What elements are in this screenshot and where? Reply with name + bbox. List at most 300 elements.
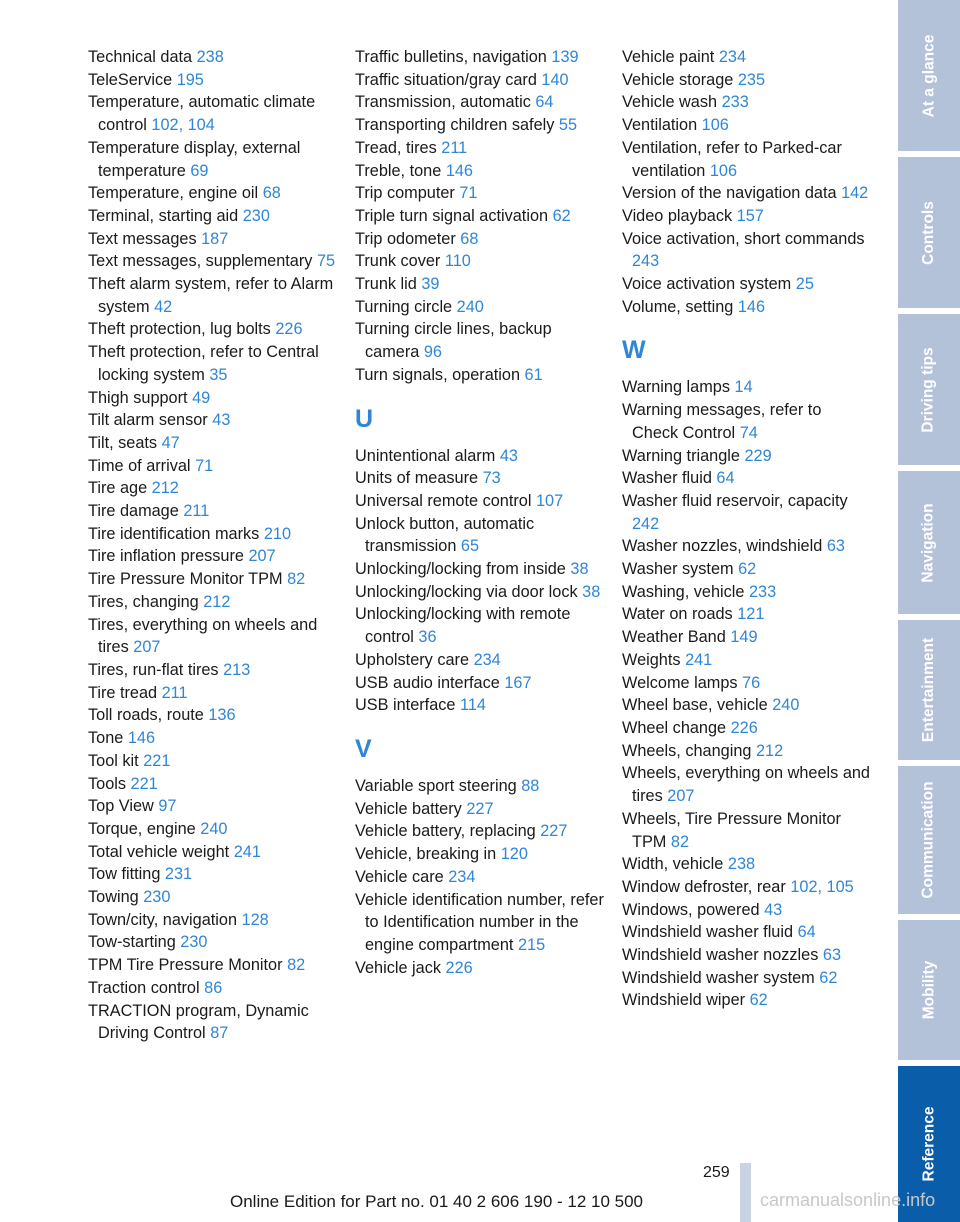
entry-term: Town/city, navigation [88,910,238,929]
page-link[interactable]: 68 [262,184,281,203]
index-entry [355,137,605,160]
index-entry [355,558,605,581]
page-link[interactable]: 226 [730,718,758,737]
entry-term: Windshield washer system [622,968,815,987]
index-entry [88,863,338,886]
page-link[interactable]: 210 [263,524,292,543]
sidebar-tab-label: Reference [920,1106,937,1182]
page-link[interactable]: 62 [552,206,571,225]
page-link[interactable]: 61 [524,365,543,384]
index-entry [622,967,872,990]
index-entry [622,376,872,399]
page-link[interactable]: 212 [755,741,784,760]
page-link[interactable]: 65 [460,537,480,556]
entry-term: Transmission, automatic [355,93,531,112]
index-entry [622,46,872,69]
index-entry [88,387,338,410]
entry-term: Trunk cover [355,252,441,271]
page-link[interactable]: 230 [242,206,270,225]
page-link[interactable]: 55 [558,116,578,135]
page-link[interactable]: 43 [764,900,783,919]
entry-term: Ventilation, refer to Parked-car ventilation [622,138,842,180]
entry-term: Windshield washer fluid [622,923,794,942]
entry-term: Vehicle identification number, refer to Identification number in the engine compartment [355,890,604,954]
entry-term: Tools [88,774,127,793]
index-entry [88,91,338,136]
index-entry [355,250,605,273]
entry-term: Washer fluid reservoir, capacity [622,491,848,510]
chapter-sidebar [898,0,960,1222]
page-link[interactable]: 110 [444,252,471,271]
index-entry [355,182,605,205]
entry-term: Technical data [88,48,193,66]
entry-term: Tilt, seats [88,433,158,452]
index-entry [355,273,605,296]
index-entry [88,545,338,568]
sidebar-tab-navigation[interactable] [898,471,960,614]
section-letter: W [622,336,646,365]
page-link[interactable]: 212 [203,592,231,611]
index-entry [622,694,872,717]
entry-term: Upholstery care [355,650,470,669]
entry-term: Weather Band [622,628,726,647]
page-link[interactable]: 64 [797,923,816,942]
entry-term: Towing [88,888,139,907]
entry-term: Vehicle care [355,867,444,886]
index-entry [88,523,338,546]
page-link[interactable]: 230 [143,888,171,907]
page-link[interactable]: 76 [742,673,761,692]
index-entry [88,886,338,909]
page-link[interactable]: 207 [248,547,276,566]
index-entry [622,672,872,695]
page-link[interactable]: 211 [441,138,468,157]
page-link[interactable]: 234 [448,867,476,886]
entry-term: Tire inflation pressure [88,547,244,566]
entry-term: Torque, engine [88,819,196,838]
page-link[interactable]: 238 [727,855,756,874]
entry-term: Text messages, supplementary [88,252,313,271]
entry-term: Vehicle wash [622,93,718,112]
page-link[interactable]: 241 [685,650,713,669]
entry-term: Voice activation, short commands [622,229,865,248]
page-link[interactable]: 215 [517,935,546,954]
page-link[interactable]: 207 [667,787,695,806]
entry-term: Theft protection, refer to Central locking system [88,343,319,384]
entry-term: Warning lamps [622,378,730,397]
page-link[interactable]: 233 [749,582,777,601]
index-entry [88,931,338,954]
entry-term: Tires, everything on wheels and tires [88,615,318,657]
page-link[interactable]: 106 [701,116,729,135]
entry-term: Universal remote control [355,491,532,510]
page-link[interactable]: 187 [201,229,229,248]
page-link[interactable]: 75 [316,252,336,271]
index-entry [622,137,872,182]
index-entry [355,603,605,648]
entry-term: Unlocking/locking with remote control [355,605,571,647]
index-entry [355,296,605,319]
index-entry [622,182,872,205]
index-entry [88,205,338,228]
page-link[interactable]: 146 [445,161,473,180]
index-entry [622,69,872,92]
page-link[interactable]: 243 [632,252,660,271]
page-link[interactable]: 36 [418,628,437,647]
entry-term: Turning circle lines, backup camera [355,320,552,362]
entry-term: Theft protection, lug bolts [88,320,271,339]
index-entry [88,1000,338,1045]
page-link[interactable]: 87 [210,1024,229,1043]
page-link[interactable]: 86 [204,978,223,997]
page-link[interactable]: 235 [737,70,766,89]
index-entry [355,445,605,468]
index-entry [88,341,338,386]
entry-term: TPM Tire Pressure Monitor [88,956,283,975]
index-entry [622,921,872,944]
index-column-2 [355,46,605,979]
page-link[interactable]: 42 [154,297,173,316]
page-link[interactable]: 73 [482,469,501,488]
page-link[interactable]: 64 [716,469,735,488]
page-link[interactable]: 233 [721,93,749,112]
entry-term: Temperature, engine oil [88,184,259,203]
index-entry [355,820,605,843]
index-entry [622,603,872,626]
index-entry [88,250,338,273]
entry-term: Windshield wiper [622,991,746,1010]
page-link[interactable]: 62 [749,991,768,1010]
index-entry [622,467,872,490]
entry-term: Washer system [622,560,734,579]
page-link[interactable]: 149 [730,628,758,647]
index-entry [622,558,872,581]
page-link[interactable]: 227 [466,799,494,818]
index-entry [88,182,338,205]
entry-term: Weights [622,650,681,669]
entry-term: Tire tread [88,683,158,702]
index-column-1 [88,46,338,1045]
entry-term: Washer nozzles, windshield [622,537,823,556]
index-entry [622,445,872,468]
index-entry [622,762,872,807]
page-link[interactable]: 114 [459,696,486,715]
sidebar-tab-entertainment[interactable] [898,620,960,760]
index-entry [355,114,605,137]
index-entry [355,843,605,866]
index-entry [622,853,872,876]
index-entry [88,614,338,659]
sidebar-tab-driving-tips[interactable] [898,314,960,465]
index-entry [88,432,338,455]
sidebar-tab-communication[interactable] [898,766,960,914]
page-number: 259 [703,1164,730,1181]
page-link[interactable]: 38 [570,560,589,579]
sidebar-tab-label: Communication [920,781,937,899]
index-entry [88,704,338,727]
entry-term: Voice activation system [622,275,792,294]
sidebar-tab-controls[interactable] [898,157,960,308]
entry-term: USB interface [355,696,456,715]
sidebar-tab-label: Entertainment [920,637,937,743]
index-entry [622,205,872,228]
entry-term: Wheels, changing [622,741,752,760]
page-link[interactable]: 43 [212,411,231,430]
index-entry [355,160,605,183]
page-link[interactable]: 157 [736,206,764,225]
page-link[interactable]: 226 [445,958,473,977]
index-entry [88,841,338,864]
page-link[interactable]: 97 [158,797,177,816]
index-entry [355,318,605,363]
page-link[interactable]: 146 [127,729,156,748]
page-link[interactable]: 69 [190,161,209,180]
sidebar-tab-label: Navigation [920,502,938,583]
sidebar-tab-at-a-glance[interactable] [898,0,960,151]
entry-term: Traction control [88,978,200,997]
page-link[interactable]: 39 [421,275,440,294]
index-entry [622,535,872,558]
page-link[interactable]: 106 [709,161,738,180]
page-link[interactable]: 229 [744,446,772,465]
index-entry [88,273,338,318]
entry-term: Vehicle battery, replacing [355,822,536,841]
page-link[interactable]: 167 [504,673,532,692]
page-link[interactable]: 68 [460,229,479,248]
page-link[interactable]: 240 [200,819,228,838]
entry-term: Variable sport steering [355,776,517,795]
entry-term: Vehicle jack [355,958,441,977]
sidebar-tab-label: Driving tips [920,346,938,433]
entry-term: Washer fluid [622,469,712,488]
index-entry [88,69,338,92]
entry-term: Width, vehicle [622,855,724,874]
page-link[interactable]: 238 [196,48,224,66]
entry-term: Version of the navigation data [622,184,837,203]
entry-term: Wheels, everything on wheels and tires [622,764,870,806]
page-link[interactable]: 221 [130,774,158,793]
index-entry [355,957,605,980]
entry-term: Vehicle, breaking in [355,845,497,864]
page-link[interactable]: 140 [541,70,569,89]
page-link[interactable]: 96 [423,343,442,362]
page-link[interactable]: 234 [718,48,747,66]
page-link[interactable]: 240 [456,297,484,316]
index-entry [88,659,338,682]
section-letter: U [355,404,374,433]
entry-term: Thigh support [88,388,188,407]
page-link[interactable]: 142 [841,184,869,203]
index-entry [88,455,338,478]
entry-term: Total vehicle weight [88,842,230,861]
page-link[interactable]: 82 [287,570,306,589]
entry-term: Trunk lid [355,275,417,294]
page-link[interactable]: 43 [499,446,518,465]
index-entry [622,717,872,740]
page-link[interactable]: 146 [737,297,766,316]
page-link[interactable]: 49 [192,388,211,407]
page-link[interactable]: 226 [275,320,303,339]
page-link[interactable]: 128 [241,910,269,929]
page-link[interactable]: 71 [459,184,478,203]
page-link[interactable]: 102, 104 [151,116,215,135]
page-link[interactable]: 25 [795,275,814,294]
page-link[interactable]: 82 [287,956,306,975]
entry-term: Time of arrival [88,456,191,475]
index-entry [355,46,605,69]
index-entry [355,91,605,114]
entry-term: Wheels, Tire Pressure Monitor TPM [622,809,841,851]
index-entry [88,477,338,500]
entry-term: Warning triangle [622,446,740,465]
index-entry [88,977,338,1000]
entry-term: Unlocking/locking via door lock [355,582,578,601]
entry-term: Tire age [88,479,148,498]
index-entry [355,798,605,821]
entry-term: Unlock button, automatic transmission [355,514,535,556]
index-entry [88,795,338,818]
page-link[interactable]: 207 [133,638,161,657]
entry-term: Vehicle storage [622,70,734,89]
index-entry [88,500,338,523]
entry-term: Triple turn signal activation [355,206,549,225]
index-entry [622,649,872,672]
page-link[interactable]: 234 [473,650,501,669]
index-entry [622,808,872,853]
entry-term: Tow fitting [88,865,161,884]
page-link[interactable]: 71 [195,456,214,475]
page-link[interactable]: 63 [822,946,842,965]
entry-term: Wheel base, vehicle [622,696,768,715]
entry-term: Water on roads [622,605,733,624]
page-link[interactable]: 38 [582,582,601,601]
entry-term: Temperature display, external temperature [88,138,301,180]
entry-term: Temperature, automatic climate control [88,93,316,135]
index-entry [88,750,338,773]
index-entry [622,581,872,604]
index-entry [355,775,605,798]
index-entry [355,649,605,672]
index-entry [88,682,338,705]
entry-term: Turn signals, operation [355,365,521,384]
index-entry [355,205,605,228]
index-entry [88,818,338,841]
page-link[interactable]: 14 [734,378,753,397]
page-link[interactable]: 213 [223,660,251,679]
entry-term: Tread, tires [355,138,437,157]
entry-term: Video playback [622,206,733,225]
index-entry [622,899,872,922]
page-link[interactable]: 136 [208,706,236,725]
page-link[interactable]: 221 [143,751,171,770]
index-entry [355,228,605,251]
page-link[interactable]: 212 [151,479,179,498]
entry-term: Warning messages, refer to Check Control [622,401,822,442]
page-link[interactable]: 240 [772,696,800,715]
footer-edition: Online Edition for Part no. 01 40 2 606 190 - 12 10 500 [230,1192,644,1211]
entry-term: Tool kit [88,751,139,770]
index-entry [355,490,605,513]
entry-term: Tilt alarm sensor [88,411,208,430]
sidebar-tab-label: Mobility [920,960,937,1020]
page-link[interactable]: 231 [164,865,193,884]
entry-term: Wheel change [622,718,727,737]
page-link[interactable]: 230 [180,933,208,952]
page-link[interactable]: 82 [670,832,690,851]
entry-term: Theft alarm system, refer to Alarm system [88,275,334,316]
page-link[interactable]: 35 [209,365,228,384]
page-link[interactable]: 47 [161,433,180,452]
entry-term: Window defroster, rear [622,877,786,896]
sidebar-tab-label: At a glance [920,34,938,117]
page-link[interactable]: 242 [632,514,660,533]
page-link[interactable]: 195 [176,70,204,89]
entry-term: Vehicle paint [622,48,715,66]
page-link[interactable]: 211 [161,683,188,702]
index-entry [622,228,872,273]
index-entry [355,694,605,717]
page-link[interactable]: 63 [826,537,845,556]
page-link[interactable]: 102, 105 [790,877,854,896]
entry-term: TeleService [88,70,173,89]
entry-term: Traffic situation/gray card [355,70,537,89]
entry-term: Toll roads, route [88,706,204,725]
page-number-bar [740,1163,751,1222]
entry-term: Transporting children safely [355,116,555,135]
index-entry [88,727,338,750]
index-entry [88,909,338,932]
page-link[interactable]: 64 [535,93,554,112]
index-entry [88,773,338,796]
entry-term: USB audio interface [355,673,500,692]
index-entry [88,318,338,341]
index-entry [88,228,338,251]
entry-term: Unlocking/locking from inside [355,560,566,579]
page-link[interactable]: 139 [551,48,579,66]
page-link[interactable]: 88 [521,776,540,795]
page-link[interactable]: 62 [738,560,757,579]
entry-term: Turning circle [355,297,453,316]
sidebar-tab-mobility[interactable] [898,920,960,1060]
entry-term: Tone [88,729,124,748]
index-entry [355,69,605,92]
index-entry [622,740,872,763]
entry-term: Unintentional alarm [355,446,496,465]
page-link[interactable]: 74 [739,423,758,442]
index-entry [622,91,872,114]
sidebar-tab-label: Controls [920,200,937,265]
page-link[interactable]: 120 [500,845,528,864]
page-link[interactable]: 107 [535,491,564,510]
page-link[interactable]: 62 [819,968,838,987]
page-link[interactable]: 227 [540,822,568,841]
index-entry [88,137,338,182]
entry-term: Trip computer [355,184,455,203]
page-link[interactable]: 211 [183,502,210,521]
entry-term: Welcome lamps [622,673,738,692]
index-entry [355,866,605,889]
index-entry [622,490,872,535]
page-link[interactable]: 241 [233,842,261,861]
entry-term: Traffic bulletins, navigation [355,48,547,66]
entry-term: Top View [88,797,154,816]
page-link[interactable]: 121 [737,605,765,624]
entry-term: Ventilation [622,116,698,135]
entry-term: Text messages [88,229,197,248]
entry-term: Tire Pressure Monitor TPM [88,570,283,589]
index-entry [88,409,338,432]
index-entry [622,296,872,319]
